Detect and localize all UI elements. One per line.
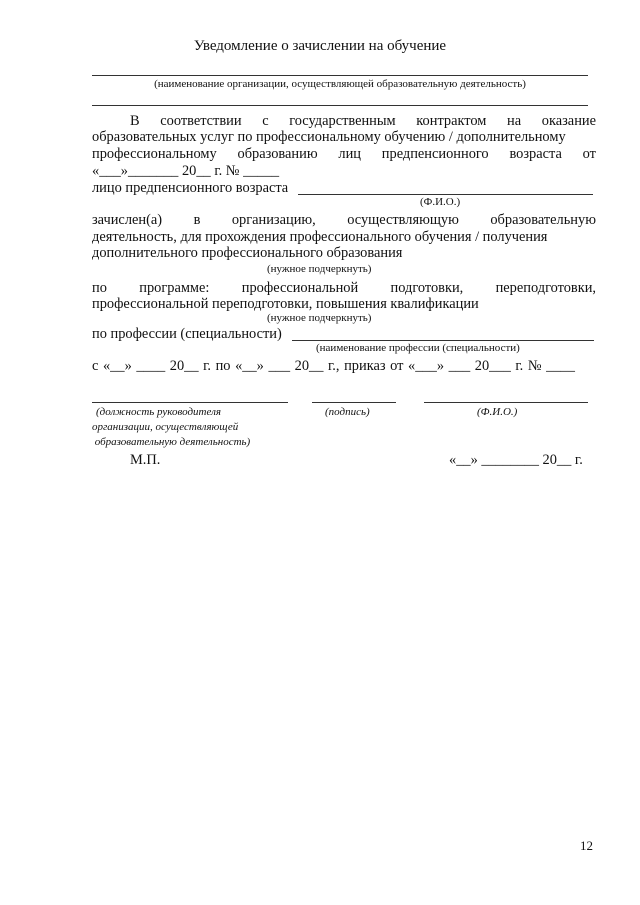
word: на bbox=[507, 113, 522, 129]
word: профессиональному bbox=[92, 146, 217, 162]
word: подготовки, bbox=[390, 280, 464, 296]
word: организацию, bbox=[231, 212, 316, 228]
stamp-label: М.П. bbox=[130, 452, 161, 468]
word: лиц bbox=[338, 146, 361, 162]
word: с bbox=[262, 113, 269, 129]
word: возраста bbox=[509, 146, 562, 162]
position-caption-line-1: (должность руководителя bbox=[96, 406, 221, 418]
word: осуществляющую bbox=[347, 212, 459, 228]
person-label: лицо предпенсионного возраста bbox=[92, 180, 289, 196]
paragraph-1-line-3 bbox=[92, 146, 596, 162]
paragraph-1-line-1 bbox=[92, 113, 596, 129]
word: контрактом bbox=[416, 113, 487, 129]
organization-caption: (наименование организации, осуществляющей образовательную деятельность) bbox=[154, 78, 526, 90]
paragraph-3-line-1 bbox=[92, 280, 596, 296]
paragraph-2-line-3: дополнительного профессионального образования bbox=[92, 245, 403, 261]
dates-order-line: с «__» ____ 20__ г. по «__» ___ 20__ г., приказ от «___» ___ 20___ г. № ____ bbox=[92, 358, 575, 374]
paragraph-2-line-2: деятельность, для прохождения профессионального обучения / получения bbox=[92, 229, 548, 245]
word: программе: bbox=[139, 280, 210, 296]
word: профессиональной bbox=[241, 280, 359, 296]
profession-line bbox=[292, 340, 594, 341]
word: соответствии bbox=[160, 113, 242, 129]
position-caption-line-2: организации, осуществляющей bbox=[92, 421, 239, 433]
page-title: Уведомление о зачислении на обучение bbox=[193, 38, 447, 54]
word: зачислен(а) bbox=[92, 212, 163, 228]
word: предпенсионного bbox=[381, 146, 489, 162]
signature-caption: (подпись) bbox=[325, 406, 370, 418]
word: образованию bbox=[237, 146, 318, 162]
word: от bbox=[582, 146, 596, 162]
profession-label: по профессии (специальности) bbox=[92, 326, 282, 342]
person-fio-line bbox=[298, 194, 593, 195]
word: государственным bbox=[289, 113, 396, 129]
word: переподготовки, bbox=[495, 280, 596, 296]
paragraph-2-line-1 bbox=[92, 212, 596, 228]
signing-date: «__» ________ 20__ г. bbox=[449, 452, 583, 468]
underline-note-1: (нужное подчеркнуть) bbox=[267, 263, 372, 275]
organization-name-line-2 bbox=[92, 105, 588, 106]
signature-fio-line bbox=[424, 402, 588, 403]
signature-line bbox=[312, 402, 396, 403]
paragraph-1-line-2: образовательных услуг по профессиональному обучению / дополнительному bbox=[92, 129, 566, 145]
organization-name-line bbox=[92, 75, 588, 76]
profession-caption: (наименование профессии (специальности) bbox=[316, 342, 520, 354]
word: по bbox=[92, 280, 107, 296]
contract-date-number: «___»_______ 20__ г. № _____ bbox=[92, 163, 280, 179]
position-caption-line-3: образовательную деятельность) bbox=[92, 436, 251, 448]
fio-caption: (Ф.И.О.) bbox=[420, 196, 461, 208]
signature-fio-caption: (Ф.И.О.) bbox=[477, 406, 518, 418]
underline-note-2: (нужное подчеркнуть) bbox=[267, 312, 372, 324]
word: в bbox=[193, 212, 201, 228]
word: В bbox=[130, 113, 140, 129]
word: оказание bbox=[541, 113, 596, 129]
word: образовательную bbox=[490, 212, 596, 228]
paragraph-3-line-2: профессиональной переподготовки, повышения квалификации bbox=[92, 296, 479, 312]
page-number: 12 bbox=[580, 838, 593, 853]
position-line bbox=[92, 402, 288, 403]
